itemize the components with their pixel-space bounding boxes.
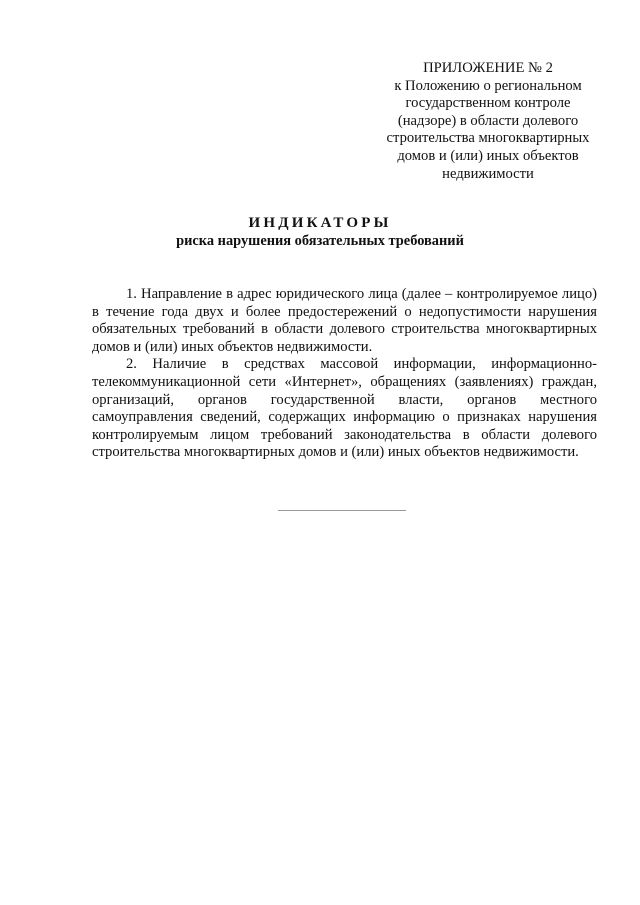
appendix-reference-line: домов и (или) иных объектов: [397, 147, 579, 164]
appendix-reference-line: недвижимости: [442, 165, 534, 182]
appendix-number: ПРИЛОЖЕНИЕ № 2: [423, 60, 553, 76]
document-heading: [60, 214, 580, 250]
appendix-reference-line: (надзоре) в области долевого: [397, 112, 579, 129]
appendix-reference-line: строительства многоквартирных: [386, 130, 590, 147]
paragraph-1: 1. Направление в адрес юридического лица (далее – контролируемое лицо) в течение года двух и более предостережений о недопустимости нарушения обязательных требований в области долевого строительства многоквартирных домов и (или) иных объектов недвижимости.: [92, 286, 597, 355]
paragraph-2: 2. Наличие в средствах массовой информации, информационно-телекоммуникационной сети «Интернет», обращениях (заявлениях) граждан, организаций, органов государственной власти, органов местного самоуправления сведений, содержащих информацию о признаках нарушения контролируемым лицом требований законодательства в области долевого строительства многоквартирных домов и (или) иных объектов недвижимости.: [92, 356, 597, 461]
appendix-reference-line: государственном контроле: [405, 95, 571, 112]
document-subtitle: риска нарушения обязательных требований: [176, 233, 464, 249]
appendix-reference-line: к Положению о региональном: [394, 77, 582, 94]
document-title: ИНДИКАТОРЫ: [248, 215, 392, 231]
document-body: [92, 286, 597, 462]
appendix-header: [382, 60, 594, 183]
closing-divider-line: [278, 510, 406, 511]
